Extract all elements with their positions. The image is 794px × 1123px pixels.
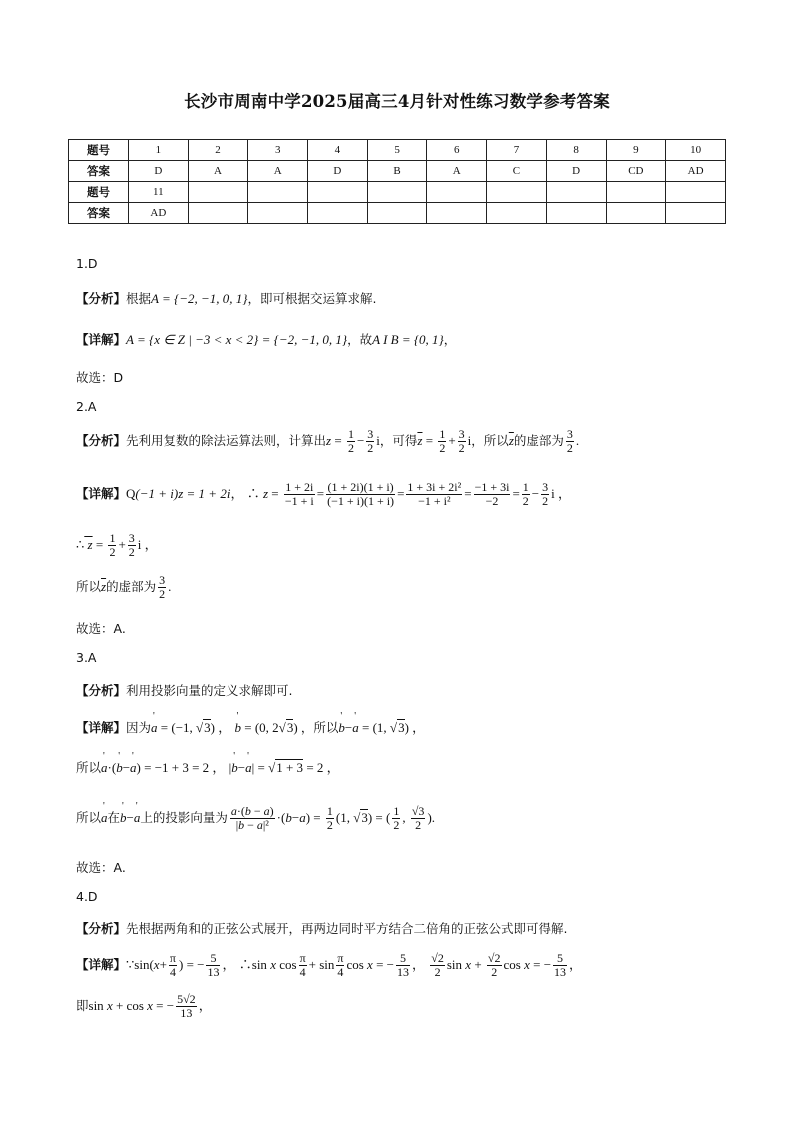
answer-cell: D — [546, 161, 606, 182]
q1-solution: 【详解】A = {x ∈ Z | −3 < x < 2} = {−2, −1, 0, 1}，故A I B = {0, 1}， — [76, 332, 457, 347]
question-number: 10 — [666, 140, 726, 161]
math-expression: A = {x ∈ Z | −3 < x < 2} = {−2, −1, 0, 1} — [126, 332, 348, 347]
page-title: 长沙市周南中学2025届高三4月针对性练习数学参考答案 — [184, 92, 610, 111]
analysis-tag: 【分析】 — [76, 291, 127, 306]
answer-cell: CD — [606, 161, 666, 182]
solution-tag: 【详解】 — [76, 332, 127, 347]
math-expression: A I B = {0, 1} — [372, 332, 444, 347]
q4-heading: 4.D — [76, 889, 98, 904]
question-number: 1 — [129, 140, 189, 161]
answer-cell: D — [129, 161, 189, 182]
q2-conjugate: ∴ z = $\frac{1}{2}$ + $\frac{3}{2}$ i ， — [76, 531, 158, 559]
q1-analysis: 【分析】根据A = {−2, −1, 0, 1}，即可根据交运算求解. — [76, 291, 377, 306]
answer-cell: AD — [129, 203, 189, 224]
question-number: 7 — [487, 140, 547, 161]
row-label: 答案 — [69, 161, 129, 182]
math-expression: (−1 + i)z = 1 + 2i — [135, 486, 231, 501]
q3-projection: 所以' a在' b−' a上的投影向量为 $\frac{a\cdot(b - a)}{\text{|b − a|²}}$ ·(b−a) = $\frac{1}{2}$ (1, √3) = ( $\frac{1}{2}$ , $\frac{√3}{2}$ ). — [76, 805, 435, 832]
answer-cell: A — [188, 161, 248, 182]
question-number: 3 — [248, 140, 308, 161]
table-row — [69, 203, 726, 224]
answer-cell: A — [427, 161, 487, 182]
row-label: 题号 — [69, 182, 129, 203]
q2-imag-part: 所以$\overline{z}$的虚部为 $\frac{3}{2}$ . — [76, 573, 172, 601]
solution-tag: 【详解】 — [76, 957, 127, 972]
q4-sum: 即sin x + cos x = − $\frac{5√2}{13}$ ， — [76, 992, 212, 1020]
table-row — [69, 140, 726, 161]
q3-solution: 【详解】因为' a = (−1, √3) ， ' b = (0, 2√3) ，所以' b−' a = (1, √3) ， — [76, 717, 425, 736]
q2-choice: 故选：A. — [76, 621, 126, 636]
q3-analysis: 【分析】利用投影向量的定义求解即可. — [76, 683, 293, 698]
q4-solution: 【详解】∵sin(x+ $\frac{\pi}{4}$ ) = − $\frac{5}{13}$ ， ∴sin x cos $\frac{\pi}{4}$ + sin $\frac{\pi}{4}$ cos x = − $\frac{5}{13}$ ， $\frac{√2}{2}$ sin x + $\frac{√2}{2}$ cos x = − $\frac{5}{13}$ ， — [76, 951, 583, 979]
table-row — [69, 182, 726, 203]
answer-cell: A — [248, 161, 308, 182]
answer-cell: B — [367, 161, 427, 182]
q1-heading: 1.D — [76, 256, 98, 271]
analysis-tag: 【分析】 — [76, 433, 127, 448]
question-number: 8 — [546, 140, 606, 161]
answer-cell: C — [487, 161, 547, 182]
q4-analysis: 【分析】先根据两角和的正弦公式展开，再两边同时平方结合二倍角的正弦公式即可得解. — [76, 921, 568, 936]
q3-heading: 3.A — [76, 650, 97, 665]
question-number: 11 — [129, 182, 189, 203]
analysis-tag: 【分析】 — [76, 921, 127, 936]
q2-solution: 【详解】Q(−1 + i)z = 1 + 2i， ∴ z = $\frac{1 + 2i}{-1 + i}$ = $\frac{(1 + 2i)(1 + i)}{(-1 + i)(1 + i)}$ = $\frac{\text{1 + 3i + 2i²}}{\text{−1 + i²}}$ = $\frac{-1 + 3i}{-2}$ = $\frac{1}{2}$ − $\frac{3}{2}$ i ， — [76, 480, 571, 508]
solution-tag: 【详解】 — [76, 486, 127, 501]
question-number: 5 — [367, 140, 427, 161]
row-label: 题号 — [69, 140, 129, 161]
question-number: 2 — [188, 140, 248, 161]
q2-heading: 2.A — [76, 399, 97, 414]
math-expression: A = {−2, −1, 0, 1} — [151, 291, 248, 306]
analysis-tag: 【分析】 — [76, 683, 127, 698]
question-number: 6 — [427, 140, 487, 161]
row-label: 答案 — [69, 203, 129, 224]
q1-choice: 故选：D — [76, 370, 124, 385]
answer-cell: AD — [666, 161, 726, 182]
answer-cell: D — [308, 161, 368, 182]
question-number: 4 — [308, 140, 368, 161]
q2-analysis: 【分析】先利用复数的除法运算法则，计算出z = $\frac{1}{2}$ − $\frac{3}{2}$ i，可得$\overline{z}$ = $\frac{1}{2}$ + $\frac{3}{2}$ i，所以$\overline{z}$的虚部为 $\frac{3}{2}$ . — [76, 427, 580, 455]
q3-dot-product: 所以' a·(' b−' a) = −1 + 3 = 2 ， |' b−' a| = √1 + 3 = 2 ， — [76, 757, 340, 776]
answer-table — [68, 139, 726, 224]
question-number: 9 — [606, 140, 666, 161]
table-row — [69, 161, 726, 182]
solution-tag: 【详解】 — [76, 720, 127, 735]
q3-choice: 故选：A. — [76, 860, 126, 875]
